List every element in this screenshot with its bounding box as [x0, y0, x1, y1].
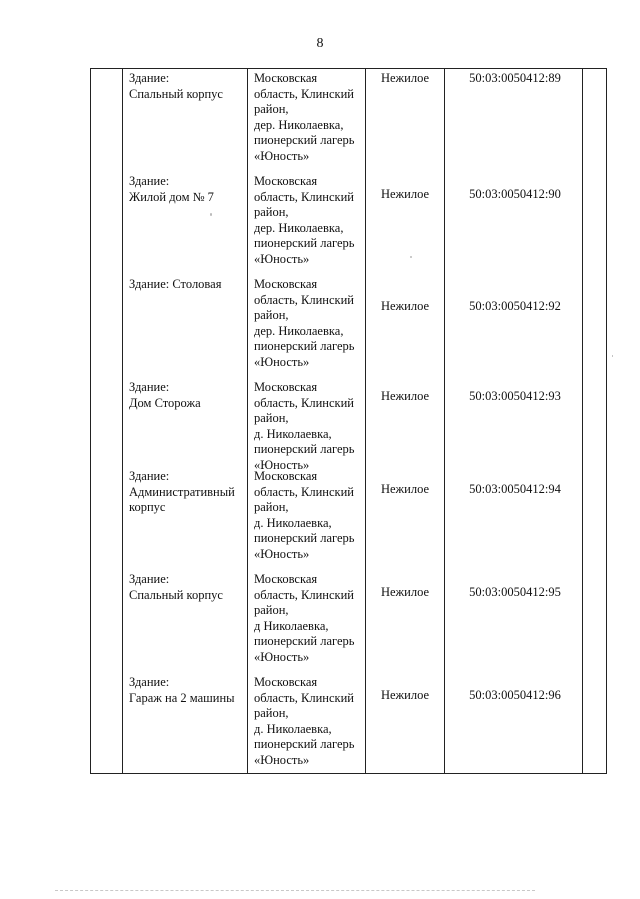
- object-name: [129, 174, 214, 205]
- object-type: Нежилое: [380, 299, 430, 313]
- object-address-line: область, Клинский: [254, 86, 354, 101]
- object-address-line: район,: [254, 500, 289, 514]
- cadastral-number: 50:03:0050412:89: [469, 71, 561, 85]
- cadastral-number: 50:03:0050412:92: [469, 299, 561, 313]
- object-address-line: область, Клинский: [254, 484, 354, 499]
- object-address-line: дер. Николаевка,: [254, 220, 344, 235]
- object-address-line: область, Клинский: [254, 690, 354, 705]
- object-address: [254, 277, 355, 370]
- object-name-line: Гараж на 2 машины: [129, 690, 235, 705]
- cadastral-number: 50:03:0050412:96: [469, 688, 561, 702]
- object-address-line: Московская: [254, 277, 318, 291]
- object-name-line: корпус: [129, 500, 166, 514]
- object-address-line: «Юность»: [254, 457, 310, 472]
- object-address: [254, 469, 355, 562]
- property-table: [90, 68, 607, 774]
- object-type: Нежилое: [380, 187, 430, 201]
- page-number: 8: [316, 36, 324, 51]
- object-name-line: Здание:: [129, 469, 170, 483]
- column-divider: [247, 69, 248, 773]
- object-address-line: дер. Николаевка,: [254, 323, 344, 338]
- object-address-line: пионерский лагерь: [254, 236, 355, 250]
- object-address-line: пионерский лагерь: [254, 133, 355, 147]
- object-type: Нежилое: [380, 585, 430, 599]
- object-address-line: Московская: [254, 675, 318, 689]
- object-address-line: Московская: [254, 572, 318, 586]
- object-address-line: район,: [254, 603, 289, 617]
- object-address-line: «Юность»: [254, 354, 310, 369]
- object-address-line: область, Клинский: [254, 292, 354, 307]
- object-address: [254, 675, 355, 768]
- object-address-line: район,: [254, 411, 289, 425]
- object-address-line: Московская: [254, 380, 318, 394]
- object-name: [129, 469, 235, 516]
- object-address-line: «Юность»: [254, 752, 310, 767]
- cadastral-number: 50:03:0050412:90: [469, 187, 561, 201]
- column-divider: [365, 69, 366, 773]
- object-name: [129, 71, 223, 102]
- object-name-line: Жилой дом № 7: [129, 189, 214, 204]
- object-address-line: Московская: [254, 469, 318, 483]
- object-address: [254, 174, 355, 267]
- object-address-line: «Юность»: [254, 148, 310, 163]
- object-address-line: «Юность»: [254, 546, 310, 561]
- object-address: [254, 71, 355, 164]
- object-name: [129, 572, 223, 603]
- object-address: [254, 380, 355, 473]
- object-name-line: Здание:: [129, 675, 170, 689]
- object-address-line: д Николаевка,: [254, 618, 329, 633]
- object-name: [129, 675, 235, 706]
- object-address-line: район,: [254, 706, 289, 720]
- object-name-line: Дом Сторожа: [129, 395, 201, 410]
- object-name-line: Спальный корпус: [129, 587, 223, 602]
- object-address-line: д. Николаевка,: [254, 515, 332, 530]
- object-name-line: Здание:: [129, 380, 170, 394]
- object-address-line: Московская: [254, 71, 318, 85]
- column-divider: [444, 69, 445, 773]
- object-type: Нежилое: [380, 482, 430, 496]
- object-address-line: район,: [254, 205, 289, 219]
- object-type: Нежилое: [380, 688, 430, 702]
- column-divider: [122, 69, 123, 773]
- object-address-line: пионерский лагерь: [254, 634, 355, 648]
- object-address-line: район,: [254, 308, 289, 322]
- cadastral-number: 50:03:0050412:93: [469, 389, 561, 403]
- cadastral-number: 50:03:0050412:94: [469, 482, 561, 496]
- object-type: Нежилое: [380, 71, 430, 85]
- object-address-line: д. Николаевка,: [254, 426, 332, 441]
- object-address-line: д. Николаевка,: [254, 721, 332, 736]
- object-address-line: область, Клинский: [254, 395, 354, 410]
- object-type: Нежилое: [380, 389, 430, 403]
- object-address-line: область, Клинский: [254, 587, 354, 602]
- object-address-line: «Юность»: [254, 649, 310, 664]
- object-name-line: Спальный корпус: [129, 86, 223, 101]
- object-address-line: район,: [254, 102, 289, 116]
- object-name-line: Здание:: [129, 71, 170, 85]
- object-address-line: пионерский лагерь: [254, 531, 355, 545]
- object-address-line: пионерский лагерь: [254, 442, 355, 456]
- object-name-line: Здание:: [129, 572, 170, 586]
- object-name-line: Административный: [129, 484, 235, 499]
- object-address-line: пионерский лагерь: [254, 339, 355, 353]
- column-divider: [582, 69, 583, 773]
- object-address-line: «Юность»: [254, 251, 310, 266]
- object-address-line: Московская: [254, 174, 318, 188]
- object-address-line: область, Клинский: [254, 189, 354, 204]
- scan-artifact-line: [55, 889, 535, 891]
- object-address-line: пионерский лагерь: [254, 737, 355, 751]
- cadastral-number: 50:03:0050412:95: [469, 585, 561, 599]
- object-name-line: Здание:: [129, 174, 170, 188]
- object-address: [254, 572, 355, 665]
- object-name: [129, 380, 201, 411]
- object-address-line: дер. Николаевка,: [254, 117, 344, 132]
- object-name: [129, 277, 221, 293]
- object-name-line: Здание: Столовая: [129, 277, 222, 291]
